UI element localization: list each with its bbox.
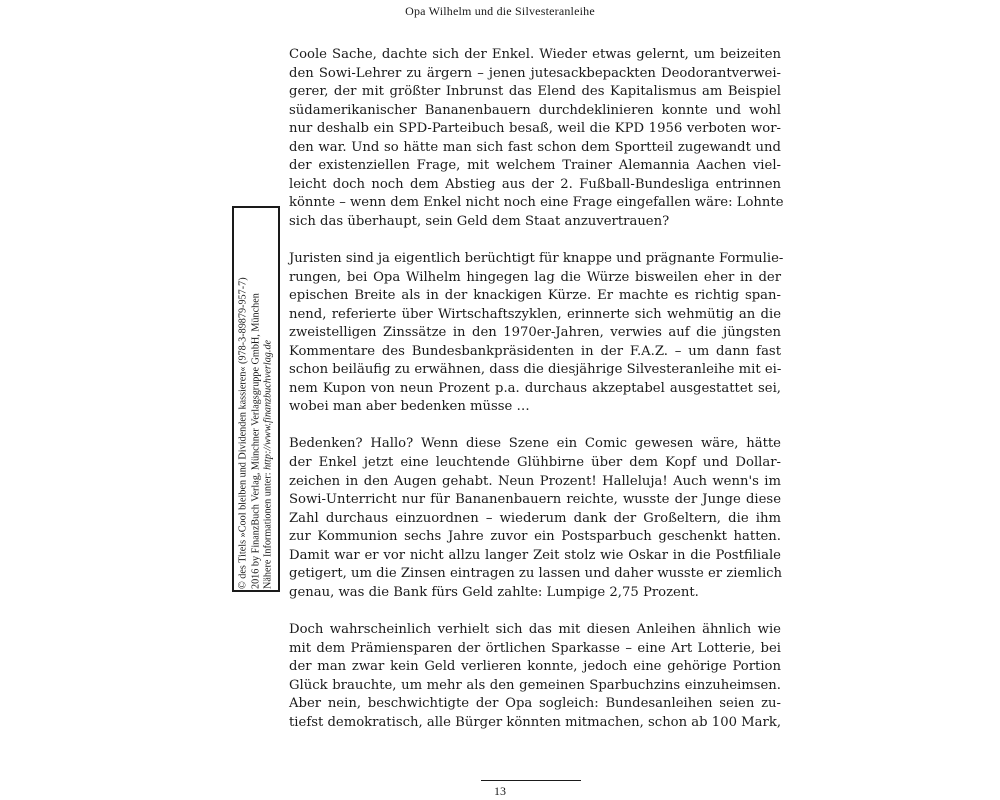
text-line: zeichen in den Augen gehabt. Neun Prozent! Halleluja! Auch wenn's im xyxy=(289,473,781,489)
text-line: mit dem Prämiensparen der örtlichen Sparkasse – eine Art Lotterie, bei xyxy=(289,640,781,656)
text-line: wobei man aber bedenken müsse … xyxy=(289,399,530,415)
text-line: zweistelligen Zinssätze in den 1970er-Jahren, verwies auf die jüngsten xyxy=(289,325,781,341)
publisher-url-link[interactable]: http://www.finanzbuchverlag.de xyxy=(262,339,274,470)
text-line: Aber nein, beschwichtigte der Opa sogleich: Bundesanleihen seien zu- xyxy=(289,696,781,712)
paragraph xyxy=(289,435,781,602)
copyright-line: © des Titels »Cool bleiben und Dividenden kassieren« (978-3-89879-957-7) xyxy=(237,277,249,589)
text-line: Coole Sache, dachte sich der Enkel. Wieder etwas gelernt, um beizeiten xyxy=(289,47,781,62)
text-line: Glück brauchte, um mehr als den gemeinen Sparbuchzins einzuheimsen. xyxy=(289,677,781,693)
text-line: Sowi-Unterricht nur für Bananenbauern reichte, wusste der Junge diese xyxy=(289,492,781,508)
text-line: tiefst demokratisch, alle Bürger könnten mitmachen, schon ab 100 Mark, xyxy=(289,714,782,730)
text-line: nem Kupon von neun Prozent p.a. durchaus akzeptabel ausgestattet sei, xyxy=(289,380,781,396)
copyright-line xyxy=(262,209,275,589)
text-line: zur Kommunion sechs Jahre zuvor ein Postsparbuch geschenkt hatten. xyxy=(289,529,781,545)
paragraph xyxy=(289,46,784,231)
text-line: getigert, um die Zinsen eintragen zu lassen und daher wusste er ziemlich xyxy=(289,566,783,582)
copyright-line: 2016 by FinanzBuch Verlag, Münchner Verlagsgruppe GmbH, München xyxy=(249,293,261,589)
footer-rule xyxy=(481,780,581,781)
copyright-notice xyxy=(237,209,275,589)
text-line: könnte – wenn dem Enkel nicht noch eine Frage eingefallen wäre: Lohnte xyxy=(289,195,784,211)
text-line: der man zwar kein Geld verlieren konnte, jedoch eine gehörige Portion xyxy=(289,659,781,675)
text-line: Kommentare des Bundesbankpräsidenten in der F.A.Z. – um dann fast xyxy=(289,343,781,359)
text-line: schon beiläufig zu erwähnen, dass die diesjährige Silvesteranleihe mit ei- xyxy=(289,362,782,378)
text-line: Juristen sind ja eigentlich berüchtigt für knappe und prägnante Formulie- xyxy=(289,251,784,267)
text-line: rungen, bei Opa Wilhelm hingegen lag die Würze bisweilen eher in der xyxy=(289,269,781,285)
text-line: nur deshalb ein SPD-Parteibuch besaß, weil die KPD 1956 verboten wor- xyxy=(289,121,781,137)
text-line: epischen Breite als in der knackigen Kürze. Er machte es richtig span- xyxy=(289,288,781,304)
text-line: den war. Und so hätte man sich fast schon dem Sportteil zugewandt und xyxy=(289,139,781,155)
copyright-info-label: Nähere Informationen unter: xyxy=(262,469,274,589)
text-line: gerer, der mit größter Inbrunst das Elend des Kapitalismus am Beispiel xyxy=(289,84,781,100)
running-header: Opa Wilhelm und die Silvesteranleihe xyxy=(405,4,595,18)
text-line: Doch wahrscheinlich verhielt sich das mit diesen Anleihen ähnlich wie xyxy=(289,621,781,637)
text-line: der existenziellen Frage, mit welchem Trainer Alemannia Aachen viel- xyxy=(289,158,781,174)
text-line: genau, was die Bank fürs Geld zahlte: Lumpige 2,75 Prozent. xyxy=(289,584,699,600)
text-line: südamerikanischer Bananenbauern durchdeklinieren konnte und wohl xyxy=(289,102,781,118)
text-line: den Sowi-Lehrer zu ärgern – jenen jutesackbepackten Deodorantverwei- xyxy=(289,65,781,81)
paragraph xyxy=(289,621,781,732)
text-line: sich das überhaupt, sein Geld dem Staat anzuvertrauen? xyxy=(289,213,670,229)
paragraph xyxy=(289,250,784,417)
copyright-notice-box xyxy=(232,206,280,592)
text-line: Damit war er vor nicht allzu langer Zeit stolz wie Oskar in die Postfiliale xyxy=(289,547,781,563)
text-line: der Enkel jetzt eine leuchtende Glühbirne über dem Kopf und Dollar- xyxy=(289,455,781,471)
text-line: Zahl durchaus einzuordnen – wiederum dank der Großeltern, die ihm xyxy=(289,510,781,526)
page-number: 13 xyxy=(494,784,506,798)
body-text xyxy=(289,46,784,732)
text-line: leicht doch noch dem Abstieg aus der 2. Fußball-Bundesliga entrinnen xyxy=(289,176,781,192)
text-line: Bedenken? Hallo? Wenn diese Szene ein Comic gewesen wäre, hätte xyxy=(289,436,781,452)
text-line: nend, referierte über Wirtschaftszyklen, erinnerte sich wehmütig an die xyxy=(289,306,781,322)
